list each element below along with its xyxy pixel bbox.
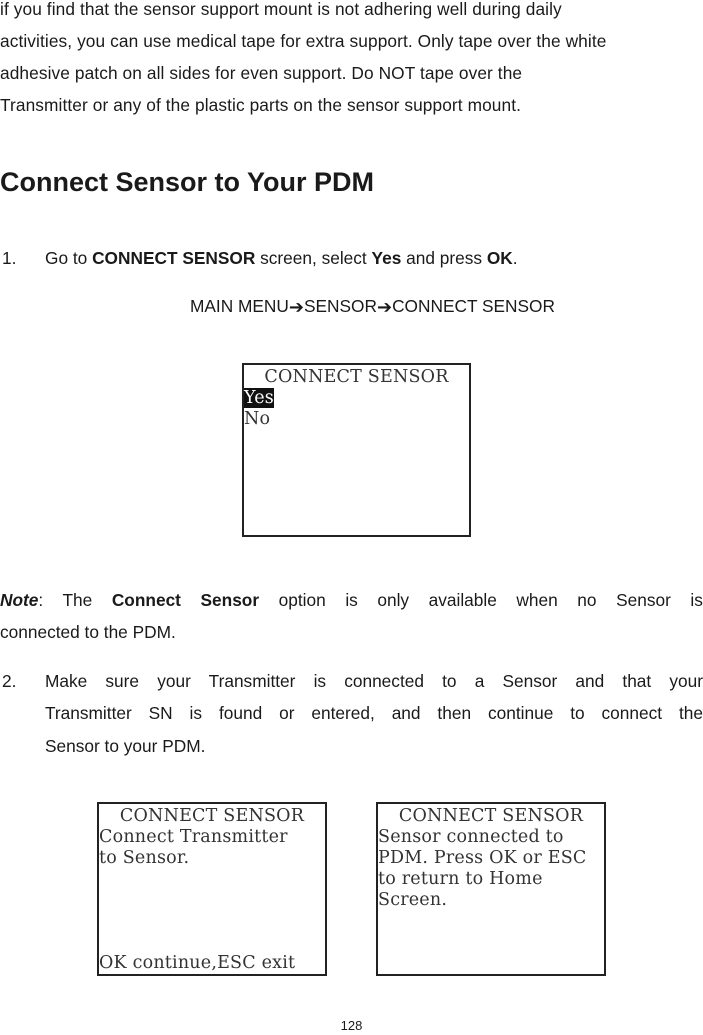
step-2-line: Make sure your Transmitter is connected to a Sensor and that your [45, 671, 703, 691]
screen-title: CONNECT SENSOR [264, 367, 449, 387]
note-line-2: connected to the PDM. [0, 622, 176, 642]
step-1-text-part: . [512, 248, 518, 268]
note-word: when [516, 590, 558, 610]
note-word: only [377, 590, 410, 610]
menu-path-connect: CONNECT SENSOR [392, 296, 555, 316]
step-1-text [45, 242, 518, 274]
step-1-bold-screen: CONNECT SENSOR [92, 248, 256, 268]
screen-message-line: Connect Transmitter [99, 827, 288, 847]
pdm-screen-sensor-connected [376, 802, 606, 976]
menu-path [0, 291, 703, 321]
step-1-text-part: screen, select [255, 248, 372, 268]
note-word: no [577, 590, 597, 610]
note-label: Note [0, 590, 39, 610]
note-colon: : [38, 590, 44, 610]
note-word: is [345, 590, 358, 610]
screen-option-yes [244, 388, 469, 409]
screen-message-line: to return to Home [378, 869, 543, 889]
selected-option-highlight: Yes [244, 388, 274, 408]
screen-message-line: Screen. [378, 890, 448, 910]
screen-message-line: PDM. Press OK or ESC [378, 848, 587, 868]
screen-message-line: Sensor connected to [378, 827, 564, 847]
section-heading: Connect Sensor to Your PDM [0, 167, 375, 197]
menu-path-main: MAIN MENU [190, 296, 289, 316]
arrow-right-icon: ➔ [288, 297, 304, 317]
note-bold-connect-sensor: Connect Sensor [111, 590, 260, 610]
step-1-bold-ok: OK [486, 248, 513, 268]
pdm-screen-connect-sensor [242, 363, 471, 537]
screen-option-no: No [244, 409, 271, 429]
note-word: is [690, 590, 703, 610]
intro-line: if you find that the sensor support mount is not adhering well during daily [0, 0, 562, 19]
intro-paragraph [0, 0, 703, 121]
note-word: Sensor [616, 590, 671, 610]
menu-path-sensor: SENSOR [303, 296, 377, 316]
intro-line: adhesive patch on all sides for even support. Do NOT tape over the [0, 63, 523, 83]
step-2-line: Transmitter SN is found or entered, and then continue to connect the [45, 703, 703, 723]
arrow-right-icon: ➔ [376, 297, 393, 317]
step-1-number: 1. [2, 248, 17, 268]
screen-footer-hint: OK continue,ESC exit [99, 953, 296, 973]
step-2-number: 2. [2, 671, 17, 691]
note-line-1 [0, 584, 703, 616]
step-1-bold-yes: Yes [371, 248, 402, 268]
note-word: option [278, 590, 326, 610]
screen-message-line: to Sensor. [99, 848, 190, 868]
intro-line: Transmitter or any of the plastic parts on the sensor support mount. [0, 95, 522, 115]
intro-line: activities, you can use medical tape for extra support. Only tape over the white [0, 31, 607, 51]
step-2-line: Sensor to your PDM. [45, 736, 206, 756]
pdm-screen-connect-transmitter [97, 802, 327, 976]
page-number: 128 [340, 1018, 363, 1033]
note-word: The [62, 590, 93, 610]
screen-title: CONNECT SENSOR [119, 806, 305, 826]
note-word: available [428, 590, 497, 610]
screen-title: CONNECT SENSOR [398, 806, 584, 826]
step-1-text-part: Go to [45, 248, 93, 268]
step-1-text-part: and press [401, 248, 487, 268]
